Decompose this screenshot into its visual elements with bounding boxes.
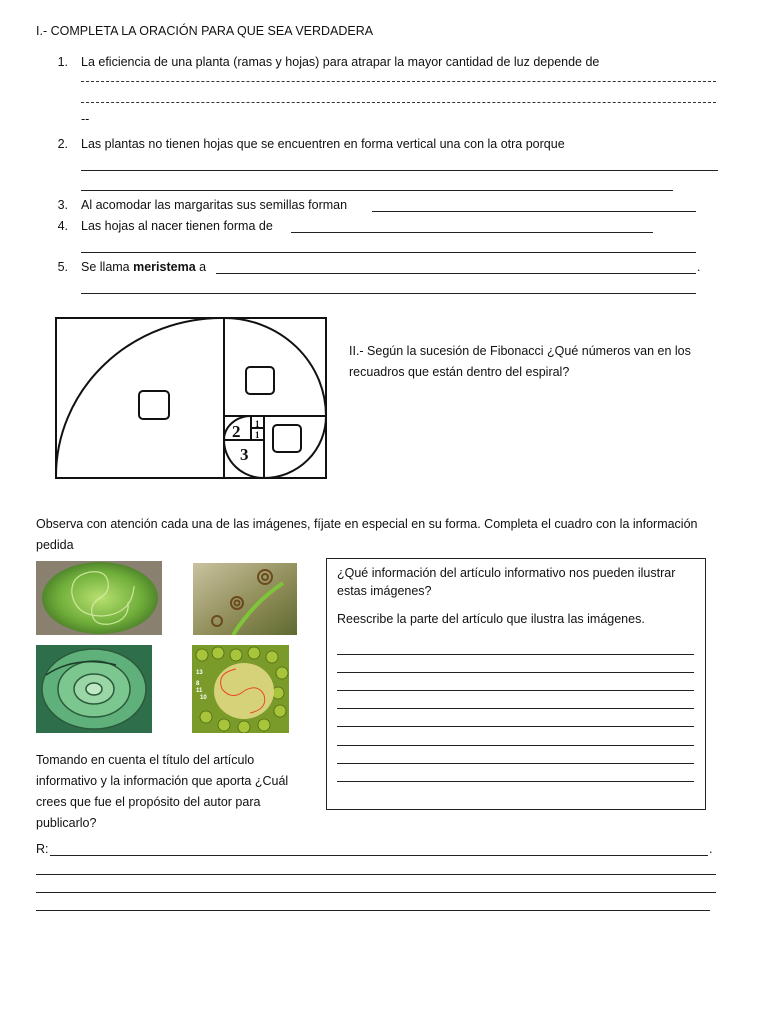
answer-line[interactable] bbox=[36, 910, 710, 911]
item-1-text: La eficiencia de una planta (ramas y hojas) para atrapar la mayor cantidad de luz depende de bbox=[81, 55, 600, 69]
purpose-question: Tomando en cuenta el título del artículo informativo y la información que aporta ¿Cuál crees que fue el propósito del autor para publicarlo? bbox=[36, 753, 289, 830]
section-2-question: II.- Según la sucesión de Fibonacci ¿Qué números van en los recuadros que están dentro del espiral? bbox=[349, 344, 691, 379]
answer-line[interactable] bbox=[337, 745, 694, 746]
answer-line[interactable] bbox=[36, 892, 716, 893]
answer-line[interactable] bbox=[81, 81, 716, 82]
dash-tail: -- bbox=[81, 112, 90, 126]
answer-line[interactable] bbox=[81, 252, 696, 253]
item-5-number: 5. bbox=[57, 260, 68, 274]
item-5-text bbox=[81, 260, 206, 274]
answer-line[interactable] bbox=[81, 293, 696, 294]
outer-rectangle bbox=[56, 318, 326, 478]
spiral-number-1a: 1 bbox=[255, 419, 260, 429]
box-question: ¿Qué información del artículo informativo nos pueden ilustrar estas imágenes? bbox=[337, 566, 676, 598]
flower-spiral-photo bbox=[192, 645, 289, 733]
answer-end-period: . bbox=[709, 842, 713, 856]
item-2-number: 2. bbox=[57, 137, 68, 151]
photo-label-11: 11 bbox=[196, 688, 203, 694]
item-3-text: Al acomodar las margaritas sus semillas forman bbox=[81, 198, 348, 212]
item-2-text: Las plantas no tienen hojas que se encuentren en forma vertical una con la otra porque bbox=[81, 137, 565, 151]
answer-line[interactable] bbox=[81, 102, 716, 103]
photo-label-10: 10 bbox=[200, 695, 207, 701]
item-1-number: 1. bbox=[57, 55, 68, 69]
fern-fiddlehead-photo bbox=[193, 563, 297, 635]
spiral-number-2: 2 bbox=[232, 422, 241, 441]
section-3-intro: Observa con atención cada una de las imágenes, fíjate en especial en su forma. Completa el cuadro con la información pedida bbox=[36, 517, 698, 552]
section-1-title: I.- COMPLETA LA ORACIÓN PARA QUE SEA VERDADERA bbox=[36, 24, 374, 38]
spiral-number-3: 3 bbox=[240, 445, 249, 464]
answer-line[interactable] bbox=[337, 654, 694, 655]
answer-line[interactable] bbox=[337, 726, 694, 727]
item-4-number: 4. bbox=[57, 219, 68, 233]
answer-line[interactable] bbox=[337, 781, 694, 782]
answer-line[interactable] bbox=[337, 690, 694, 691]
answer-line[interactable] bbox=[81, 170, 718, 171]
answer-line[interactable] bbox=[372, 211, 696, 212]
item-3-number: 3. bbox=[57, 198, 68, 212]
item-5-text-before: Se llama bbox=[81, 260, 134, 274]
spiral-aloe-photo bbox=[36, 561, 162, 635]
answer-line[interactable] bbox=[337, 708, 694, 709]
answer-label: R: bbox=[36, 842, 49, 856]
item-4-text: Las hojas al nacer tienen forma de bbox=[81, 219, 273, 233]
photo-label-8: 8 bbox=[196, 681, 200, 687]
end-period: . bbox=[697, 260, 701, 274]
fibonacci-spiral-diagram bbox=[54, 316, 330, 482]
item-5-text-after: a bbox=[195, 260, 207, 274]
item-5-bold-term: meristema bbox=[133, 260, 196, 274]
answer-line[interactable] bbox=[337, 672, 694, 673]
answer-line[interactable] bbox=[291, 232, 653, 233]
answer-box bbox=[326, 558, 706, 810]
answer-line[interactable] bbox=[337, 763, 694, 764]
answer-line[interactable] bbox=[50, 855, 708, 856]
spiral-number-1b: 1 bbox=[255, 430, 260, 440]
answer-line[interactable] bbox=[81, 190, 673, 191]
box-instruction: Reescribe la parte del artículo que ilustra las imágenes. bbox=[337, 612, 645, 626]
succulent-rosette-photo bbox=[36, 645, 152, 733]
answer-line[interactable] bbox=[216, 273, 696, 274]
photo-label-13: 13 bbox=[196, 670, 203, 676]
answer-line[interactable] bbox=[36, 874, 716, 875]
